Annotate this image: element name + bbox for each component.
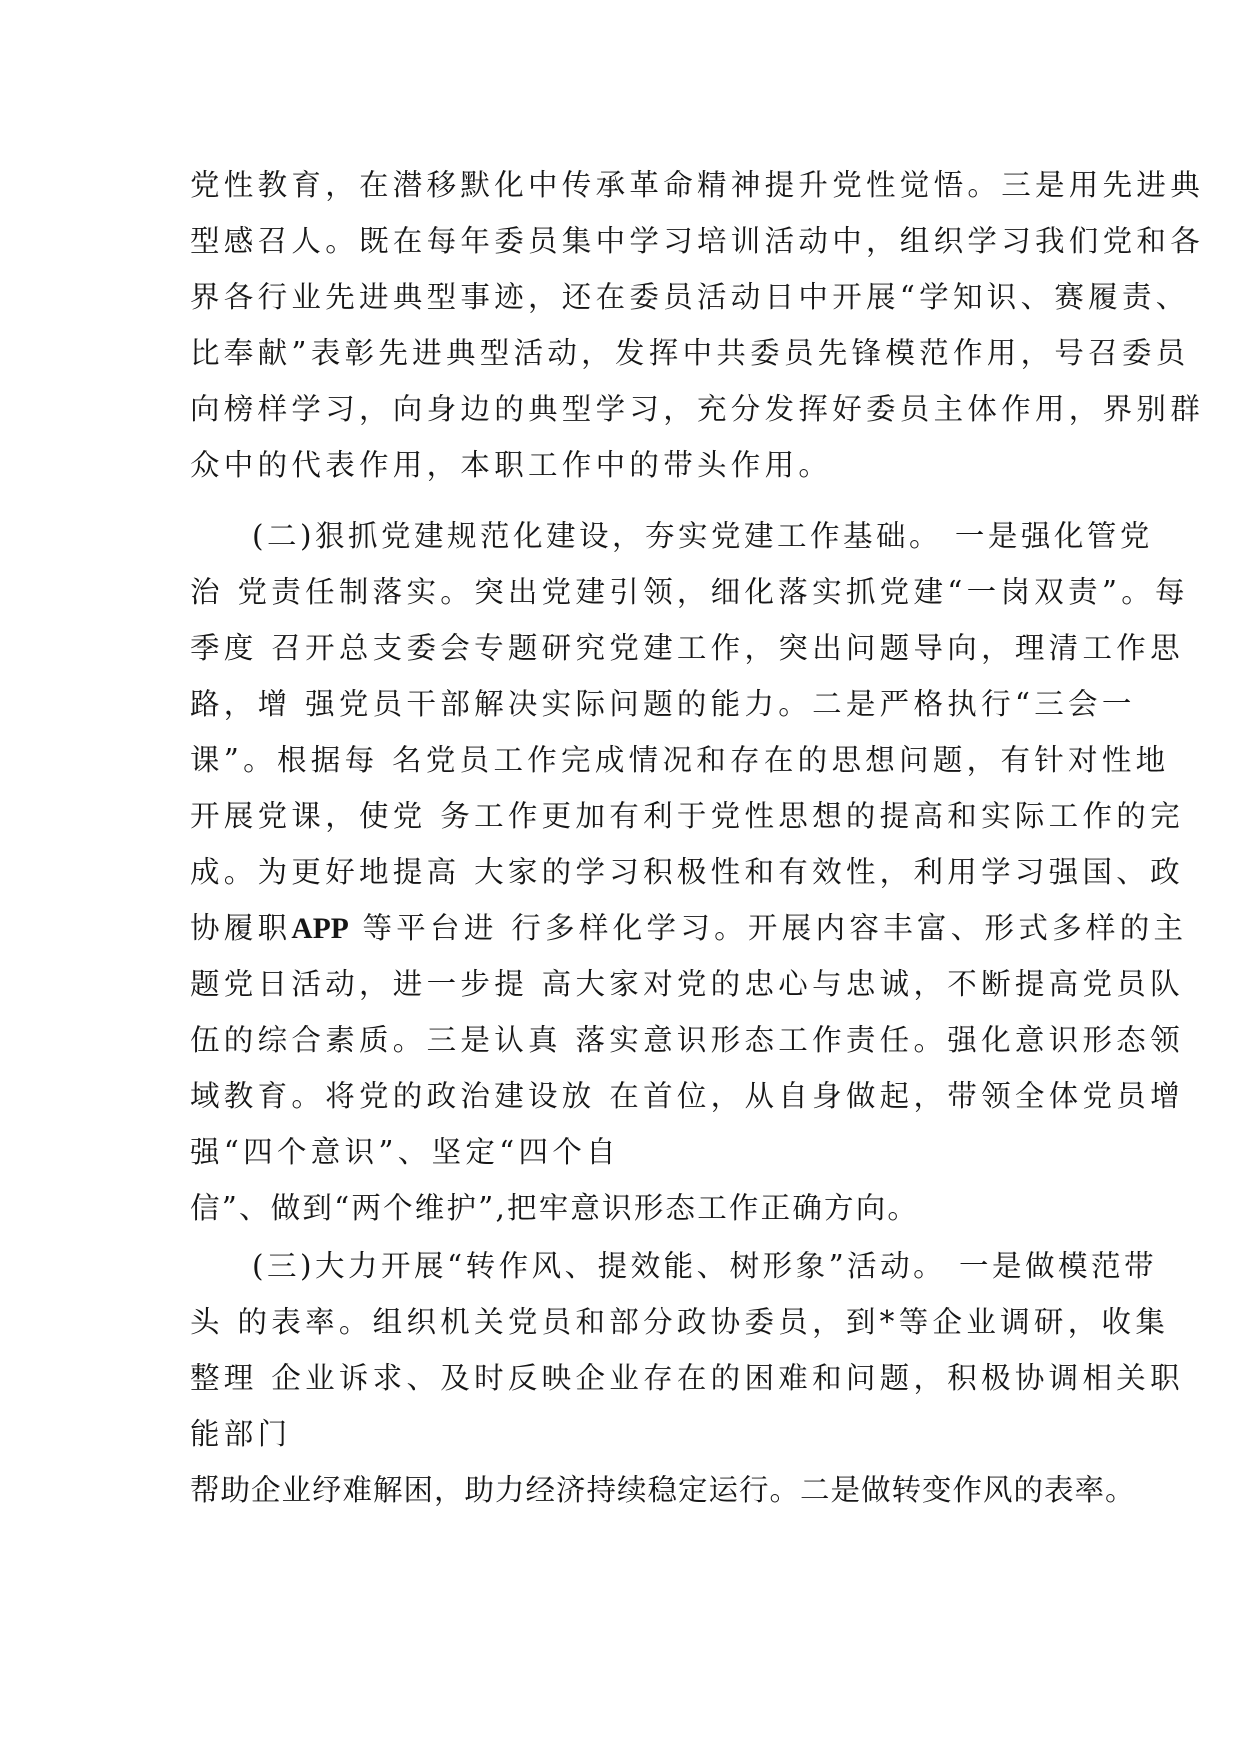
text-line: 众中的代表作用，本职工作中的带头作用。	[190, 448, 833, 482]
text-segment: 协履职	[190, 911, 292, 945]
app-bold-text: APP	[291, 913, 349, 945]
text-line: 题党日活动，进一步提 高大家对党的忠心与忠诚，不断提高党员队	[190, 967, 1184, 1001]
text-line: 课”。根据每 名党员工作完成情况和存在的思想问题，有针对性地	[190, 743, 1170, 777]
text-line: 比奉献”表彰先进典型活动，发挥中共委员先锋模范作用，号召委员	[190, 336, 1190, 370]
text-line: 伍的综合素质。三是认真 落实意识形态工作责任。强化意识形态领	[190, 1023, 1184, 1057]
text-line-app	[190, 900, 1188, 956]
text-line: 季度 召开总支委会专题研究党建工作，突出问题导向，理清工作思	[190, 631, 1184, 665]
text-segment: 等平台进 行多样化学习。开展内容丰富、形式多样的主	[362, 911, 1188, 945]
text-line: 头 的表率。组织机关党员和部分政协委员，到*等企业调研，收集	[190, 1305, 1170, 1339]
text-line: 向榜样学习，向身边的典型学习，充分发挥好委员主体作用，界别群	[190, 392, 1205, 426]
section-heading-line: (三)大力开展“转作风、提效能、树形象”活动。 一是做模范带	[252, 1249, 1158, 1283]
text-line: 党性教育，在潜移默化中传承革命精神提升党性觉悟。三是用先进典	[190, 168, 1205, 202]
text-line: 帮助企业纾难解困，助力经济持续稳定运行。二是做转变作风的表率。	[190, 1473, 1136, 1507]
text-line: 型感召人。既在每年委员集中学习培训活动中，组织学习我们党和各	[190, 224, 1205, 258]
text-line: 治 党责任制落实。突出党建引领，细化落实抓党建“一岗双责”。每	[190, 575, 1189, 609]
text-line: 整理 企业诉求、及时反映企业存在的困难和问题，积极协调相关职	[190, 1361, 1184, 1395]
text-line: 界各行业先进典型事迹，还在委员活动日中开展“学知识、赛履责、	[190, 280, 1190, 314]
text-line: 成。为更好地提高 大家的学习积极性和有效性，利用学习强国、政	[190, 855, 1184, 889]
text-line: 路，增 强党员干部解决实际问题的能力。二是严格执行“三会一	[190, 687, 1136, 721]
text-line: 强“四个意识”、坚定“四个自	[190, 1135, 620, 1169]
paragraph-party-education	[190, 157, 1205, 493]
text-line: 能部门	[190, 1417, 292, 1451]
paragraph-section-two	[190, 508, 1189, 1236]
text-line: 域教育。将党的政治建设放 在首位，从自身做起，带领全体党员增	[190, 1079, 1184, 1113]
text-line: 开展党课，使党 务工作更加有利于党性思想的提高和实际工作的完	[190, 799, 1184, 833]
section-heading-line: (二)狠抓党建规范化建设，夯实党建工作基础。 一是强化管党	[252, 519, 1153, 553]
text-line: 信”、做到“两个维护”,把牢意识形态工作正确方向。	[190, 1191, 920, 1225]
paragraph-section-three	[190, 1238, 1184, 1518]
